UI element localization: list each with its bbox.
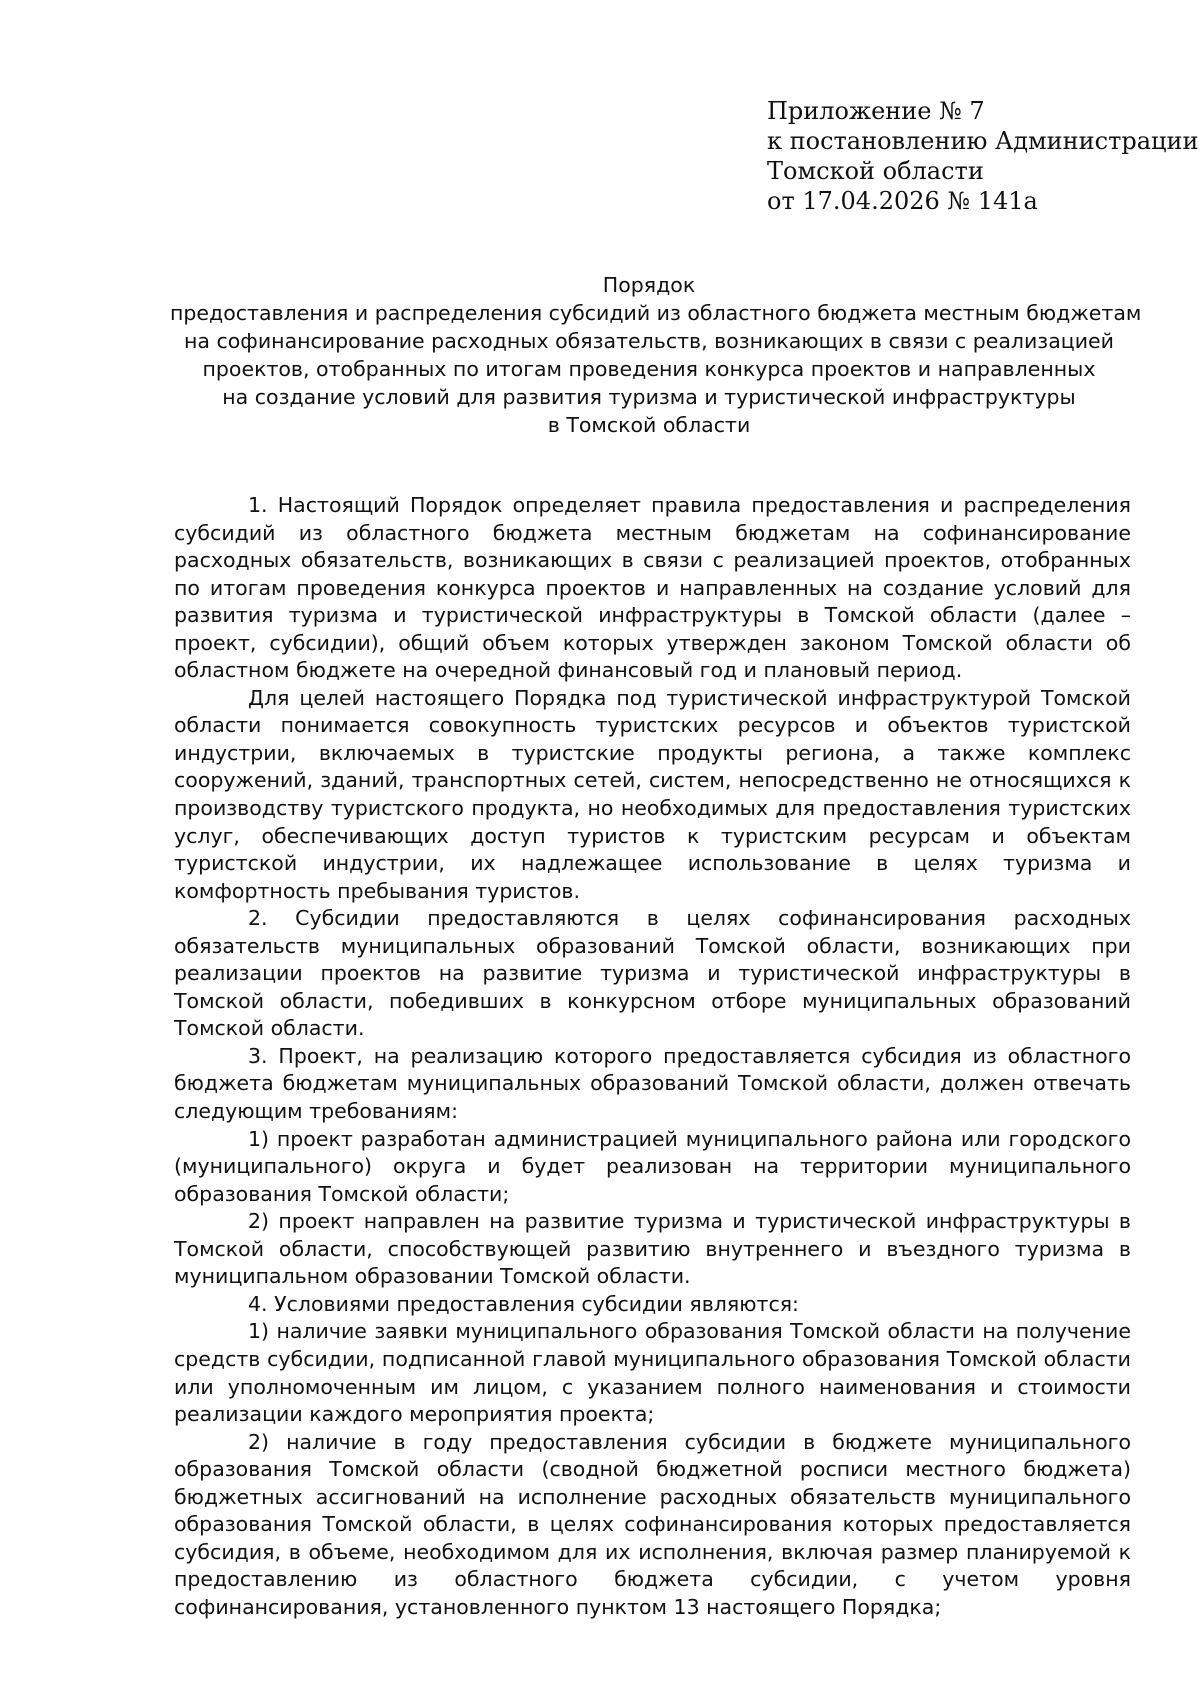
title-line: проектов, отобранных по итогам проведения конкурса проектов и направленных — [202, 357, 1096, 381]
paragraph-1: 1. Настоящий Порядок определяет правила предоставления и распределения субсидий из областного бюджета местным бюджетам на софинансирование расходных обязательств, возникающих в связи с реализацией проектов, отобранных по итогам проведения конкурса проектов и направленных на создание условий для развития туризма и туристической инфраструктуры в Томской области (далее – проект, субсидии), общий объем которых утвержден законом Томской области об областном бюджете на очередной финансовый год и плановый период. — [174, 493, 1131, 683]
paragraph-3-item-1: 1) проект разработан администрацией муниципального района или городского (муниципального) округа и будет реализован на территории муниципального образования Томской области; — [174, 1126, 1131, 1206]
paragraph-2: 2. Субсидии предоставляются в целях софинансирования расходных обязательств муниципальных образований Томской области, возникающих при реализации проектов на развитие туризма и туристической инфраструктуры в Томской области, победивших в конкурсном отборе муниципальных образований Томской области. — [174, 906, 1131, 1041]
title-line: на софинансирование расходных обязательств, возникающих в связи с реализацией — [184, 329, 1114, 353]
document-body — [174, 492, 1131, 1621]
title-line: на создание условий для развития туризма и туристической инфраструктуры — [222, 385, 1076, 409]
paragraph-4-item-2: 2) наличие в году предоставления субсидии в бюджете муниципального образования Томской области (сводной бюджетной росписи местного бюджета) бюджетных ассигнований на исполнение расходных обязательств муниципального образования Томской области, в целях софинансирования которых предоставляется субсидия, в объеме, необходимом для их исполнения, включая размер планируемой к предоставлению из областного бюджета субсидии, с учетом уровня софинансирования, установленного пунктом 13 настоящего Порядка; — [174, 1429, 1131, 1619]
title-line: в Томской области — [547, 413, 751, 437]
paragraph-4: 4. Условиями предоставления субсидии являются: — [248, 1291, 799, 1316]
appendix-number: Приложение № 7 — [767, 97, 985, 125]
document-title — [170, 271, 1142, 439]
paragraph-4-item-1: 1) наличие заявки муниципального образования Томской области на получение средств субсидии, подписанной главой муниципального образования Томской области или уполномоченным им лицом, с указанием полного наименования и стоимости реализации каждого мероприятия проекта; — [174, 1319, 1131, 1427]
appendix-region: Томской области — [767, 157, 984, 185]
paragraph-3: 3. Проект, на реализацию которого предоставляется субсидия из областного бюджета бюджетам муниципальных образований Томской области, должен отвечать следующим требованиям: — [174, 1043, 1131, 1124]
appendix-header — [767, 96, 1198, 216]
appendix-date-number: от 17.04.2026 № 141а — [767, 187, 1038, 215]
title-line: предоставления и распределения субсидий из областного бюджета местным бюджетам — [170, 301, 1142, 325]
paragraph-tourism-infrastructure-definition: Для целей настоящего Порядка под туристической инфраструктурой Томской области понимается совокупность туристских ресурсов и объектов туристской индустрии, включаемых в туристские продукты региона, а также комплекс сооружений, зданий, транспортных сетей, систем, непосредственно не относящихся к производству туристского продукта, но необходимых для предоставления туристских услуг, обеспечивающих доступ туристов к туристским ресурсам и объектам туристской индустрии, их надлежащее использование в целях туризма и комфортность пребывания туристов. — [174, 685, 1131, 903]
paragraph-3-item-2: 2) проект направлен на развитие туризма и туристической инфраструктуры в Томской области, способствующей развитию внутреннего и въездного туризма в муниципальном образовании Томской области. — [174, 1209, 1131, 1289]
appendix-resolution-ref: к постановлению Администрации — [767, 127, 1199, 155]
title-heading: Порядок — [602, 273, 696, 297]
